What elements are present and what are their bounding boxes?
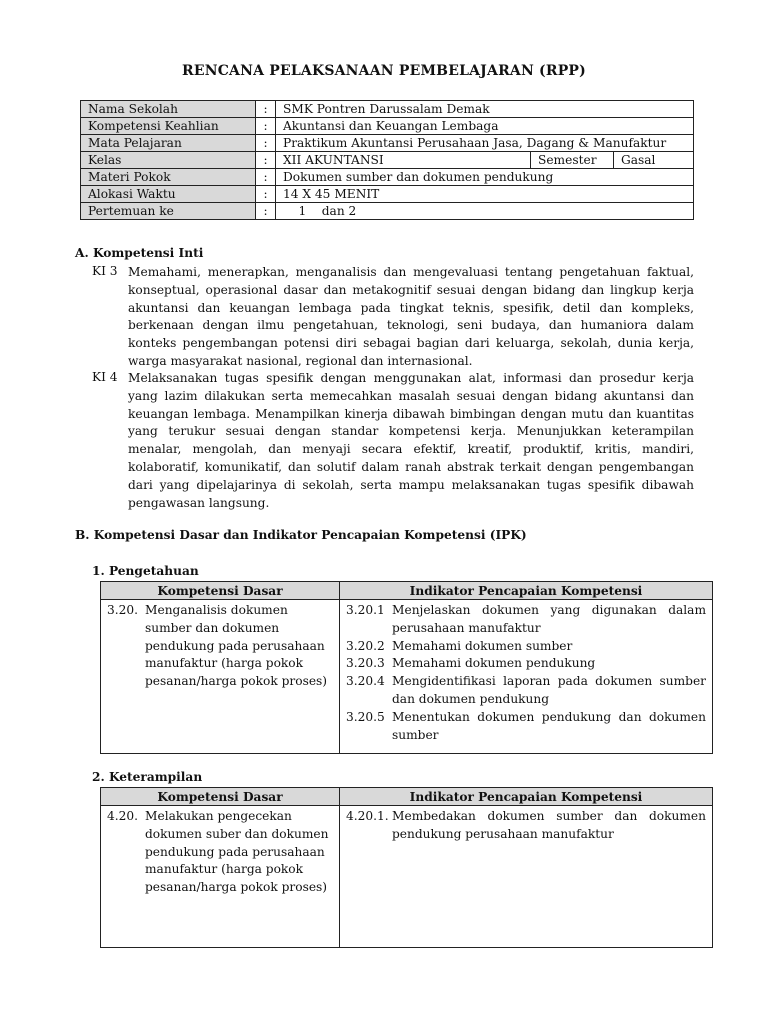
info-row-school (81, 101, 694, 118)
kd-item (107, 808, 333, 897)
table-row (101, 806, 713, 948)
keterampilan-heading: 2. Keterampilan (92, 770, 203, 784)
ipk-item (346, 655, 706, 673)
section-b-heading: B. Kompetensi Dasar dan Indikator Pencapaian Kompetensi (IPK) (75, 528, 527, 542)
info-value: XII AKUNTANSI (276, 152, 531, 169)
info-colon: : (256, 101, 276, 118)
info-colon: : (256, 135, 276, 152)
ipk-item (346, 808, 706, 844)
ipk-text: Mengidentifikasi laporan pada dokumen sumber dan dokumen pendukung (392, 674, 706, 706)
kd-text: Menganalisis dokumen sumber dan dokumen pendukung pada perusahaan manufaktur (harga pokok pesanan/harga pokok proses) (145, 603, 328, 689)
info-value: SMK Pontren Darussalam Demak (276, 101, 694, 118)
table-header-row (101, 788, 713, 806)
ipk-text: Menentukan dokumen pendukung dan dokumen sumber (392, 709, 706, 742)
kd-number: 3.20. (107, 603, 139, 617)
info-colon: : (256, 186, 276, 203)
col-ipk-header: Indikator Pencapaian Kompetensi (340, 582, 713, 600)
kd-text: Melakukan pengecekan dokumen suber dan dokumen pendukung pada perusahaan manufaktur (harga pokok pesanan/harga pokok proses) (145, 809, 329, 895)
ki-text: Melaksanakan tugas spesifik dengan menggunakan alat, informasi dan prosedur kerja yang lazim dilakukan serta memecahkan masalah sesuai dengan bidang akuntansi dan keuangan lembaga. Menampilkan kinerja dibawah bimbingan dengan mutu dan kuantitas yang terukur sesuai dengan standar kompetensi kerja. Menunjukkan keterampilan menalar, mengolah, dan menyaji secara efektif, kreatif, produktif, kritis, mandiri, kolaboratif, komunikatif, dan solutif dalam ranah abstrak terkait dengan pengembangan dari yang dipelajarinya di sekolah, serta mampu melaksanakan tugas spesifik dibawah pengawasan langsung. (128, 371, 694, 510)
ki-text: Memahami, menerapkan, menganalisis dan mengevaluasi tentang pengetahuan faktual, konseptual, operasional dasar dan metakognitif sesuai dengan bidang dan lingkup kerja akuntansi dan keuangan lembaga pada tingkat teknis, spesifik, detil dan kompleks, berkenaan dengan ilmu pengetahuan, teknologi, seni budaya, dan humaniora dalam konteks pengembangan potensi diri sebagai bagian dari keluarga, sekolah, dunia kerja, warga masyarakat nasional, regional dan internasional. (128, 265, 694, 368)
info-colon: : (256, 203, 276, 220)
info-value: 1 dan 2 (276, 203, 694, 220)
ipk-cell (340, 600, 713, 754)
info-label: Pertemuan ke (81, 203, 256, 220)
kd-item (107, 602, 333, 691)
pengetahuan-heading: 1. Pengetahuan (92, 564, 199, 578)
info-label: Kelas (81, 152, 256, 169)
ipk-item (346, 638, 706, 656)
info-row-program (81, 118, 694, 135)
info-value: Dokumen sumber dan dokumen pendukung (276, 169, 694, 186)
table-row (101, 600, 713, 754)
info-label: Nama Sekolah (81, 101, 256, 118)
col-ipk-header: Indikator Pencapaian Kompetensi (340, 788, 713, 806)
kd-cell (101, 600, 340, 754)
info-value: 14 X 45 MENIT (276, 186, 694, 203)
school-info-table (80, 100, 694, 220)
semester-label: Semester (531, 152, 614, 169)
info-label: Materi Pokok (81, 169, 256, 186)
ipk-item (346, 709, 706, 745)
ipk-cell (340, 806, 713, 948)
ipk-number: 3.20.2 (346, 638, 385, 653)
pengetahuan-table (100, 581, 713, 754)
info-row-time (81, 186, 694, 203)
ipk-number: 3.20.4 (346, 674, 385, 689)
info-colon: : (256, 118, 276, 135)
ipk-number: 3.20.5 (346, 709, 385, 724)
kd-number: 4.20. (107, 809, 139, 823)
section-a-heading: A. Kompetensi Inti (75, 246, 204, 260)
ipk-number: 3.20.3 (346, 656, 385, 671)
info-value: Akuntansi dan Keuangan Lembaga (276, 118, 694, 135)
info-colon: : (256, 152, 276, 169)
semester-value: Gasal (614, 152, 694, 169)
document-title: RENCANA PELAKSANAAN PEMBELAJARAN (RPP) (182, 63, 586, 79)
info-row-topic (81, 169, 694, 186)
ipk-number: 3.20.1 (346, 603, 385, 617)
ki-code: KI 3 (92, 264, 118, 278)
ipk-number: 4.20.1. (346, 809, 389, 823)
info-label: Mata Pelajaran (81, 135, 256, 152)
info-label: Alokasi Waktu (81, 186, 256, 203)
ipk-text: Menjelaskan dokumen yang digunakan dalam perusahaan manufaktur (392, 603, 706, 635)
kd-cell (101, 806, 340, 948)
info-row-class (81, 152, 694, 169)
ki-code: KI 4 (92, 370, 118, 384)
col-kd-header: Kompetensi Dasar (101, 582, 340, 600)
info-colon: : (256, 169, 276, 186)
ipk-text: Memahami dokumen sumber (392, 638, 573, 653)
keterampilan-table (100, 787, 713, 948)
info-row-meeting (81, 203, 694, 220)
info-row-subject (81, 135, 694, 152)
ipk-item (346, 602, 706, 638)
info-value: Praktikum Akuntansi Perusahaan Jasa, Dagang & Manufaktur (276, 135, 694, 152)
col-kd-header: Kompetensi Dasar (101, 788, 340, 806)
ipk-text: Memahami dokumen pendukung (392, 656, 596, 671)
info-label: Kompetensi Keahlian (81, 118, 256, 135)
table-header-row (101, 582, 713, 600)
ipk-text: Membedakan dokumen sumber dan dokumen pendukung perusahaan manufaktur (392, 809, 706, 841)
ipk-item (346, 673, 706, 709)
